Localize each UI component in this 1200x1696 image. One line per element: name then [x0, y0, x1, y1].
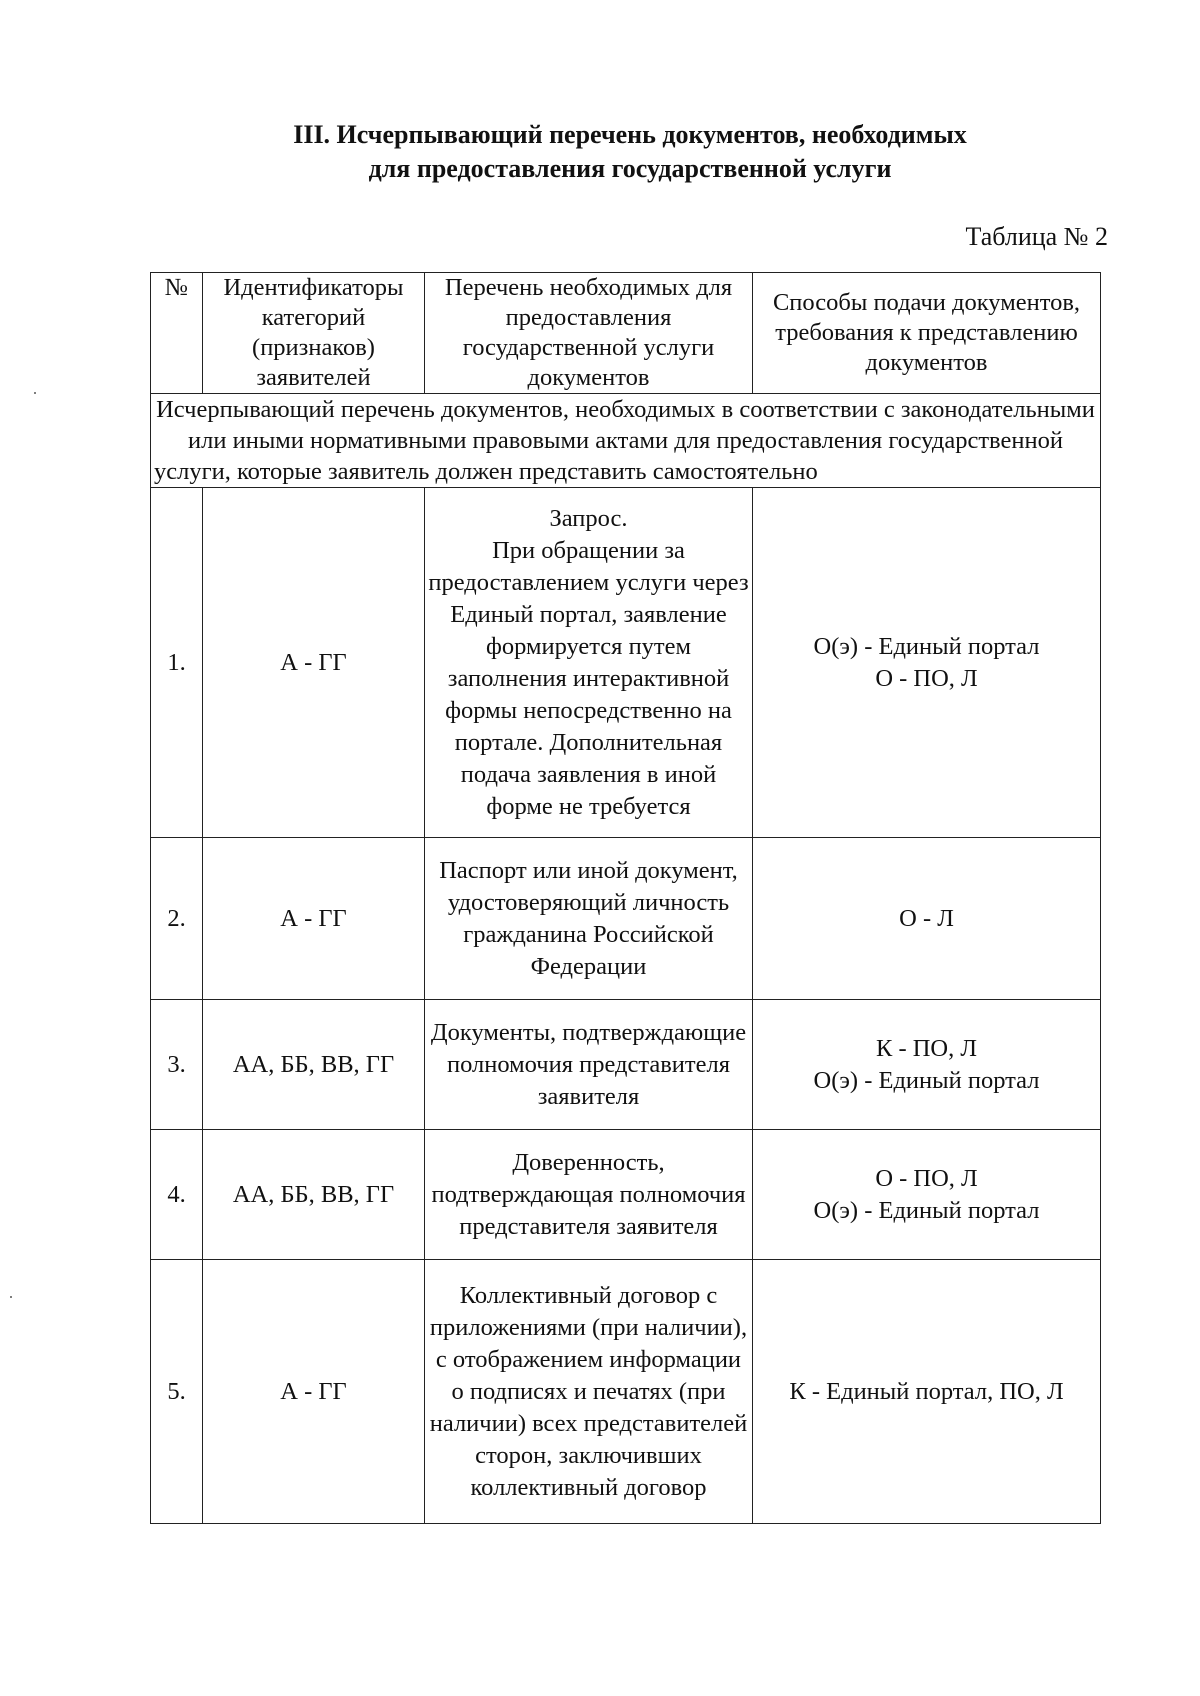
- row-methods: О(э) - Единый портал О - ПО, Л: [753, 488, 1101, 838]
- section-heading-line-1: III. Исчерпывающий перечень документов, необходимых: [293, 120, 967, 149]
- table-number-label: Таблица № 2: [965, 222, 1108, 251]
- row-document: Доверенность, подтверждающая полномочия представителя заявителя: [425, 1130, 753, 1260]
- row-identifiers: АА, ББ, ВВ, ГГ: [203, 1130, 425, 1260]
- scan-speck: [34, 392, 36, 394]
- table-row: [151, 1260, 1101, 1524]
- section-heading-line-2: для предоставления государственной услуги: [368, 154, 892, 183]
- row-identifiers: А - ГГ: [203, 838, 425, 1000]
- row-methods: К - Единый портал, ПО, Л: [753, 1260, 1101, 1524]
- header-documents: Перечень необходимых для предоставления государственной услуги документов: [425, 273, 753, 394]
- row-identifiers: АА, ББ, ВВ, ГГ: [203, 1000, 425, 1130]
- header-identifiers: Идентификаторы категорий (признаков) заявителей: [203, 273, 425, 394]
- row-num: 5.: [151, 1260, 203, 1524]
- section-title-row: [151, 394, 1101, 488]
- row-document: Паспорт или иной документ, удостоверяющий личность гражданина Российской Федерации: [425, 838, 753, 1000]
- table-header-row: [151, 273, 1101, 394]
- table-row: [151, 838, 1101, 1000]
- section-title-cell: Исчерпывающий перечень документов, необходимых в соответствии с законодательными или иными нормативными правовыми актами для предоставления государственной услуги, которые заявитель должен представить самостоятельно: [151, 394, 1101, 488]
- row-identifiers: А - ГГ: [203, 488, 425, 838]
- header-num: №: [151, 273, 203, 394]
- row-document: Коллективный договор с приложениями (при наличии), с отображением информации о подписях и печатях (при наличии) всех представителей сторон, заключивших коллективный договор: [425, 1260, 753, 1524]
- documents-table: [150, 272, 1101, 1524]
- row-methods: О - Л: [753, 838, 1101, 1000]
- table-row: [151, 488, 1101, 838]
- row-num: 3.: [151, 1000, 203, 1130]
- table-row: [151, 1130, 1101, 1260]
- row-methods: О - ПО, Л О(э) - Единый портал: [753, 1130, 1101, 1260]
- scan-speck: [10, 1296, 12, 1298]
- row-document: Документы, подтверждающие полномочия представителя заявителя: [425, 1000, 753, 1130]
- row-num: 4.: [151, 1130, 203, 1260]
- table-row: [151, 1000, 1101, 1130]
- header-methods: Способы подачи документов, требования к представлению документов: [753, 273, 1101, 394]
- section-heading: [200, 118, 1060, 186]
- row-num: 1.: [151, 488, 203, 838]
- row-methods: К - ПО, Л О(э) - Единый портал: [753, 1000, 1101, 1130]
- row-num: 2.: [151, 838, 203, 1000]
- row-document: Запрос. При обращении за предоставлением услуги через Единый портал, заявление формируется путем заполнения интерактивной формы непосредственно на портале. Дополнительная подача заявления в иной форме не требуется: [425, 488, 753, 838]
- row-identifiers: А - ГГ: [203, 1260, 425, 1524]
